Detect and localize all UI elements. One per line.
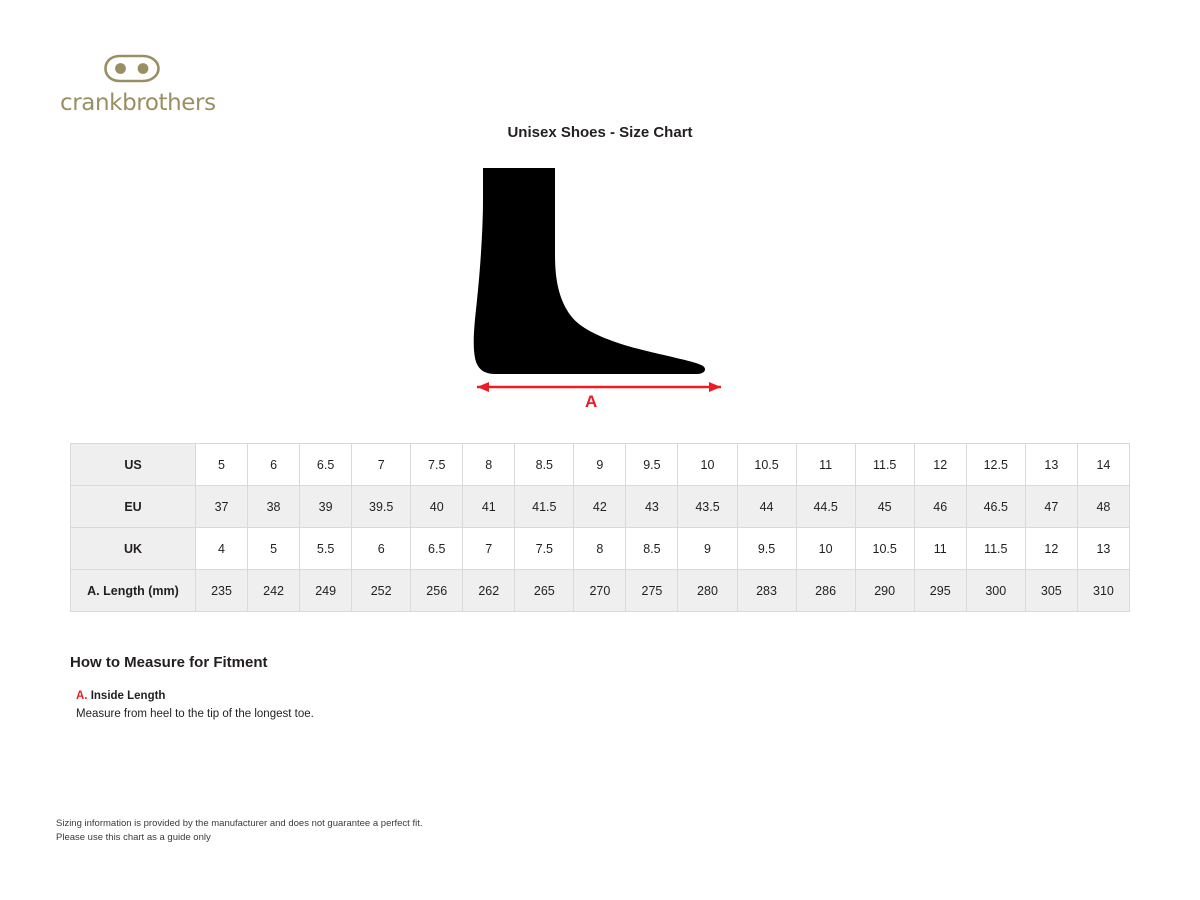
cell: 11.5 [855, 444, 914, 486]
cell: 265 [515, 570, 574, 612]
cell: 44.5 [796, 486, 855, 528]
row-header-length: A. Length (mm) [71, 570, 196, 612]
cell: 305 [1025, 570, 1077, 612]
cell: 11 [796, 444, 855, 486]
row-header-uk: UK [71, 528, 196, 570]
cell: 9 [678, 528, 737, 570]
cell: 12 [1025, 528, 1077, 570]
cell: 295 [914, 570, 966, 612]
brand-wordmark: crankbrothers [60, 90, 216, 116]
cell: 45 [855, 486, 914, 528]
cell: 9.5 [626, 444, 678, 486]
cell: 40 [411, 486, 463, 528]
table-row [71, 486, 1130, 528]
cell: 8.5 [515, 444, 574, 486]
cell: 8.5 [626, 528, 678, 570]
crankbrothers-chainlink-icon [103, 52, 163, 86]
cell: 46 [914, 486, 966, 528]
brand-logo [60, 52, 320, 116]
cell: 10.5 [737, 444, 796, 486]
footnote-line-2: Please use this chart as a guide only [56, 832, 211, 843]
cell: 6.5 [300, 444, 352, 486]
cell: 41.5 [515, 486, 574, 528]
cell: 7.5 [515, 528, 574, 570]
cell: 8 [463, 444, 515, 486]
cell: 37 [196, 486, 248, 528]
cell: 280 [678, 570, 737, 612]
measure-letter-a: A [585, 392, 598, 411]
howto-heading: How to Measure for Fitment [70, 654, 268, 671]
table-row [71, 528, 1130, 570]
cell: 10 [678, 444, 737, 486]
cell: 6.5 [411, 528, 463, 570]
cell: 7.5 [411, 444, 463, 486]
cell: 48 [1077, 486, 1129, 528]
table-row [71, 444, 1130, 486]
cell: 275 [626, 570, 678, 612]
cell: 283 [737, 570, 796, 612]
footnote-line-1: Sizing information is provided by the manufacturer and does not guarantee a perfect fit. [56, 818, 423, 829]
cell: 43.5 [678, 486, 737, 528]
table-row [71, 570, 1130, 612]
howto-item-label [76, 690, 165, 702]
cell: 10 [796, 528, 855, 570]
cell: 11.5 [966, 528, 1025, 570]
cell: 235 [196, 570, 248, 612]
foot-diagram [455, 160, 745, 415]
cell: 310 [1077, 570, 1129, 612]
footnote [56, 817, 423, 845]
cell: 13 [1077, 528, 1129, 570]
cell: 249 [300, 570, 352, 612]
cell: 300 [966, 570, 1025, 612]
cell: 5.5 [300, 528, 352, 570]
cell: 12.5 [966, 444, 1025, 486]
cell: 43 [626, 486, 678, 528]
cell: 38 [248, 486, 300, 528]
page-title: Unisex Shoes - Size Chart [507, 124, 693, 141]
howto-item-description: Measure from heel to the tip of the longest toe. [76, 708, 314, 720]
cell: 12 [914, 444, 966, 486]
cell: 39.5 [352, 486, 411, 528]
cell: 41 [463, 486, 515, 528]
cell: 286 [796, 570, 855, 612]
cell: 262 [463, 570, 515, 612]
cell: 46.5 [966, 486, 1025, 528]
cell: 13 [1025, 444, 1077, 486]
cell: 11 [914, 528, 966, 570]
cell: 10.5 [855, 528, 914, 570]
cell: 242 [248, 570, 300, 612]
cell: 5 [248, 528, 300, 570]
howto-item-name: Inside Length [90, 690, 166, 702]
cell: 7 [352, 444, 411, 486]
row-header-eu: EU [71, 486, 196, 528]
cell: 9.5 [737, 528, 796, 570]
cell: 270 [574, 570, 626, 612]
cell: 6 [248, 444, 300, 486]
cell: 9 [574, 444, 626, 486]
size-chart-table [70, 443, 1130, 612]
cell: 5 [196, 444, 248, 486]
cell: 44 [737, 486, 796, 528]
cell: 7 [463, 528, 515, 570]
cell: 256 [411, 570, 463, 612]
cell: 252 [352, 570, 411, 612]
cell: 290 [855, 570, 914, 612]
cell: 39 [300, 486, 352, 528]
cell: 8 [574, 528, 626, 570]
cell: 14 [1077, 444, 1129, 486]
howto-item-letter: A. [76, 690, 88, 702]
cell: 6 [352, 528, 411, 570]
cell: 4 [196, 528, 248, 570]
cell: 47 [1025, 486, 1077, 528]
row-header-us: US [71, 444, 196, 486]
cell: 42 [574, 486, 626, 528]
